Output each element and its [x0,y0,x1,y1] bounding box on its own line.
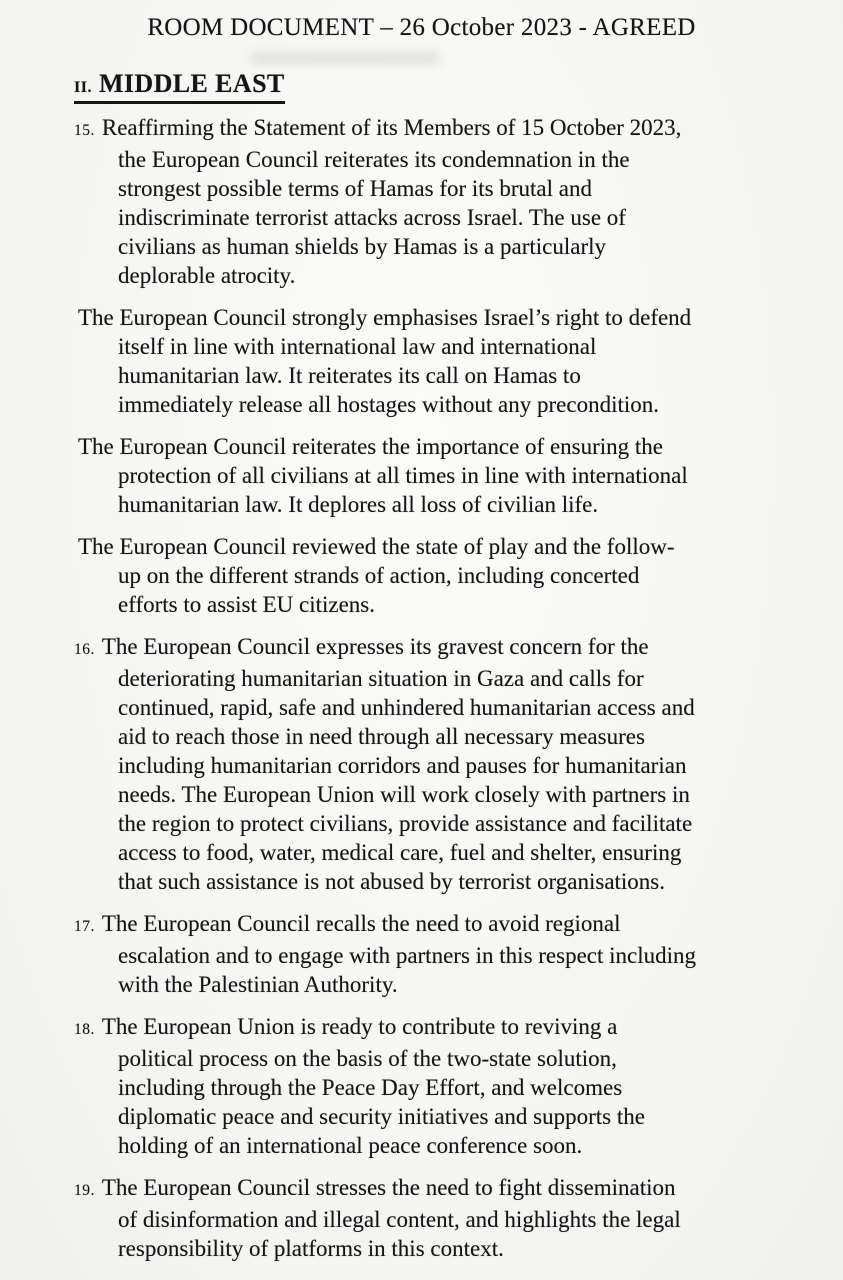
paragraph-line: the region to protect civilians, provide assistance and facilitate [118,811,693,836]
paragraph-line: political process on the basis of the two-state solution, [118,1046,617,1071]
document-paragraph [0,1173,843,1263]
paragraph-list [0,113,843,1263]
document-paragraph [0,632,843,896]
paragraph-line: aid to reach those in need through all necessary measures [118,724,645,749]
document-paragraph [0,532,843,619]
paragraph-line: indiscriminate terrorist attacks across Israel. The use of [118,205,626,230]
section-heading-underline [74,69,285,104]
paragraph-line: the European Council reiterates its condemnation in the [118,147,630,172]
paragraph-line: including humanitarian corridors and pauses for humanitarian [118,753,687,778]
paragraph-line: up on the different strands of action, including concerted [118,563,640,588]
paragraph-number: 15. [74,122,95,139]
document-paragraph [0,303,843,419]
paragraph-line: The European Council strongly emphasises Israel’s right to defend [78,305,692,330]
section-title: MIDDLE EAST [98,69,285,98]
paragraph-line: civilians as human shields by Hamas is a particularly [118,234,606,259]
document-paragraph [0,909,843,999]
paragraph-line: 16. The European Council expresses its gravest concern for the [74,634,649,659]
paragraph-line: escalation and to engage with partners in this respect including [118,943,697,968]
paragraph-line: itself in line with international law and international [118,334,597,359]
document-paragraph [0,113,843,290]
paragraph-line: continued, rapid, safe and unhindered humanitarian access and [118,695,695,720]
paragraph-line: immediately release all hostages without any precondition. [118,392,659,417]
paragraph-line: The European Council reviewed the state of play and the follow- [78,534,675,559]
section-numeral: II. [74,79,92,96]
paragraph-line: needs. The European Union will work closely with partners in [118,782,690,807]
paragraph-line: strongest possible terms of Hamas for its brutal and [118,176,592,201]
paragraph-line: access to food, water, medical care, fuel and shelter, ensuring [118,840,682,865]
scan-smudge-artifact [250,52,440,64]
paragraph-line: protection of all civilians at all times in line with international [118,463,688,488]
paragraph-line: deteriorating humanitarian situation in Gaza and calls for [118,666,644,691]
paragraph-line: that such assistance is not abused by terrorist organisations. [118,869,666,894]
paragraph-line: with the Palestinian Authority. [118,972,398,997]
paragraph-line: The European Council reiterates the importance of ensuring the [78,434,664,459]
paragraph-line: including through the Peace Day Effort, and welcomes [118,1075,623,1100]
paragraph-line: 15. Reaffirming the Statement of its Members of 15 October 2023, [74,115,682,140]
paragraph-line: 19. The European Council stresses the need to fight dissemination [74,1175,676,1200]
paragraph-line: holding of an international peace conference soon. [118,1133,583,1158]
paragraph-line: humanitarian law. It reiterates its call on Hamas to [118,363,581,388]
paragraph-line: deplorable atrocity. [118,263,296,288]
document-paragraph [0,1012,843,1160]
paragraph-line: responsibility of platforms in this context. [118,1236,504,1261]
paragraph-line: 17. The European Council recalls the need to avoid regional [74,911,621,936]
document-title: ROOM DOCUMENT – 26 October 2023 - AGREED [147,14,696,41]
paragraph-line: humanitarian law. It deplores all loss of civilian life. [118,492,599,517]
paragraph-number: 19. [74,1182,95,1199]
paragraph-line: of disinformation and illegal content, and highlights the legal [118,1207,681,1232]
paragraph-number: 16. [74,641,95,658]
paragraph-line: 18. The European Union is ready to contribute to reviving a [74,1014,618,1039]
section-heading [74,69,843,104]
paragraph-line: efforts to assist EU citizens. [118,592,375,617]
paragraph-number: 18. [74,1021,95,1038]
paragraph-line: diplomatic peace and security initiatives and supports the [118,1104,645,1129]
document-paragraph [0,432,843,519]
paragraph-number: 17. [74,918,95,935]
